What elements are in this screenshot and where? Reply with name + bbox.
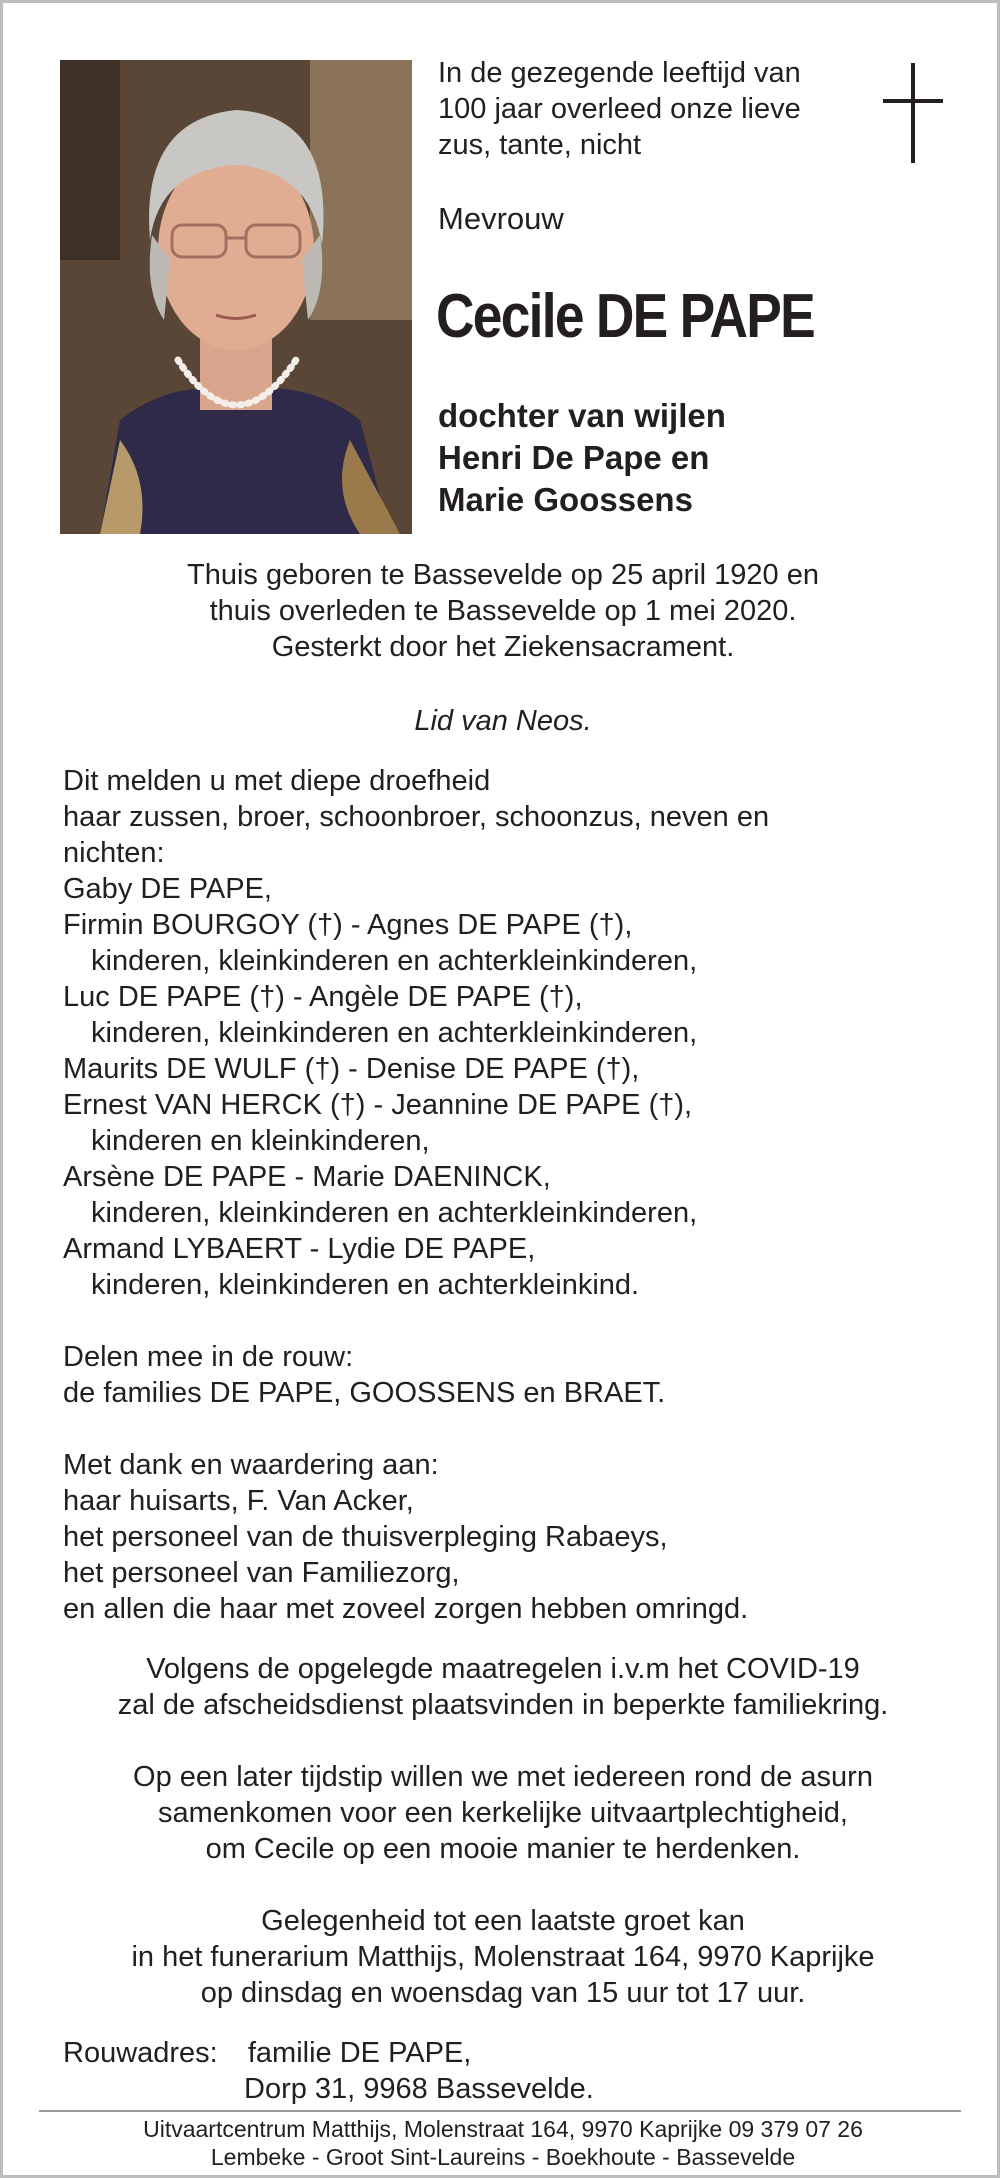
family-member-line: Luc DE PAPE (†) - Angèle DE PAPE (†), [63, 981, 583, 1013]
thanks-line: het personeel van de thuisverpleging Rabaeys, [63, 1521, 668, 1553]
birth-death-text [43, 557, 963, 665]
family-member-line: Armand LYBAERT - Lydie DE PAPE, [63, 1233, 536, 1265]
footer-line: Uitvaartcentrum Matthijs, Molenstraat 164, 9970 Kaprijke 09 379 07 26 [143, 2116, 863, 2142]
mourning-address-line2: Dorp 31, 9968 Bassevelde. [244, 2073, 594, 2105]
parents-line: dochter van wijlen [438, 397, 726, 434]
intro-line: In de gezegende leeftijd van [438, 57, 801, 89]
family-intro-line: Dit melden u met diepe droefheid [63, 765, 491, 797]
thanks-line: haar huisarts, F. Van Acker, [63, 1485, 414, 1517]
family-member-line: kinderen, kleinkinderen en achterkleinkinderen, [91, 1197, 698, 1229]
intro-line: 100 jaar overleed onze lieve [438, 93, 801, 125]
title-prefix: Mevrouw [438, 201, 564, 236]
farewell-line: in het funerarium Matthijs, Molenstraat 164, 9970 Kaprijke [131, 1941, 875, 1973]
family-member-line: Ernest VAN HERCK (†) - Jeannine DE PAPE (†), [63, 1089, 693, 1121]
birth-death-line: Gesterkt door het Ziekensacrament. [271, 631, 735, 663]
cross-icon [883, 63, 943, 163]
share-mourning-line: de families DE PAPE, GOOSSENS en BRAET. [63, 1377, 666, 1409]
parents-line: Henri De Pape en [438, 439, 710, 476]
covid-notice-line: zal de afscheidsdienst plaatsvinden in beperkte familiekring. [117, 1689, 889, 1721]
funeral-home-footer [23, 2115, 983, 2171]
thanks-line: en allen die haar met zoveel zorgen hebben omringd. [63, 1593, 749, 1625]
family-member-line: kinderen en kleinkinderen, [91, 1125, 430, 1157]
footer-divider [39, 2110, 961, 2112]
family-member-line: Firmin BOURGOY (†) - Agnes DE PAPE (†), [63, 909, 633, 941]
farewell-line: op dinsdag en woensdag van 15 uur tot 17 uur. [200, 1977, 806, 2009]
portrait-photo [60, 60, 412, 534]
family-member-line: kinderen, kleinkinderen en achterkleinkinderen, [91, 945, 698, 977]
family-announcement [63, 763, 963, 1303]
deceased-name: Cecile DE PAPE [436, 282, 814, 351]
mourning-address-label: Rouwadres: [63, 2037, 218, 2069]
membership: Lid van Neos. [414, 705, 592, 737]
thanks-line: Met dank en waardering aan: [63, 1449, 439, 1481]
parents-text [438, 395, 726, 521]
thanks-line: het personeel van Familiezorg, [63, 1557, 460, 1589]
mourning-address [63, 2035, 963, 2107]
later-gathering-line: samenkomen voor een kerkelijke uitvaartplechtigheid, [158, 1797, 848, 1829]
intro-text [438, 55, 858, 163]
share-mourning-line: Delen mee in de rouw: [63, 1341, 354, 1373]
portrait-image [60, 60, 412, 534]
family-member-line: Maurits DE WULF (†) - Denise DE PAPE (†), [63, 1053, 640, 1085]
later-gathering-line: om Cecile op een mooie manier te herdenken. [205, 1833, 801, 1865]
family-member-line: Arsène DE PAPE - Marie DAENINCK, [63, 1161, 551, 1193]
birth-death-line: thuis overleden te Bassevelde op 1 mei 2020. [209, 595, 797, 627]
covid-notice [43, 1651, 963, 1723]
family-member-line: kinderen, kleinkinderen en achterkleinkind. [91, 1269, 640, 1301]
later-gathering [43, 1759, 963, 1867]
footer-line: Lembeke - Groot Sint-Laureins - Boekhoute - Bassevelde [210, 2144, 796, 2170]
family-member-line: Gaby DE PAPE, [63, 873, 272, 905]
farewell-info [43, 1903, 963, 2011]
share-mourning [63, 1339, 963, 1411]
mourning-address-line1: familie DE PAPE, [247, 2037, 472, 2069]
family-member-line: kinderen, kleinkinderen en achterkleinkinderen, [91, 1017, 698, 1049]
intro-line: zus, tante, nicht [438, 129, 642, 161]
family-intro-line: nichten: [63, 837, 165, 869]
covid-notice-line: Volgens de opgelegde maatregelen i.v.m het COVID-19 [146, 1653, 860, 1685]
thanks [63, 1447, 963, 1627]
birth-death-line: Thuis geboren te Bassevelde op 25 april 1920 en [187, 559, 819, 591]
farewell-line: Gelegenheid tot een laatste groet kan [261, 1905, 745, 1937]
parents-line: Marie Goossens [438, 481, 693, 518]
family-intro-line: haar zussen, broer, schoonbroer, schoonzus, neven en [63, 801, 770, 833]
later-gathering-line: Op een later tijdstip willen we met iedereen rond de asurn [133, 1761, 873, 1793]
